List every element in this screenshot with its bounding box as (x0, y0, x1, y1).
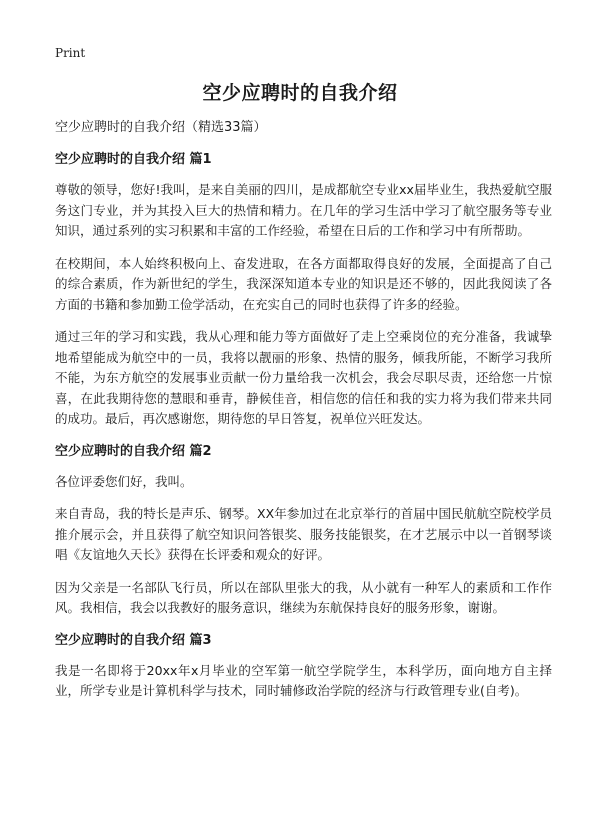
paragraph: 来自青岛，我的特长是声乐、钢琴。XX年参加过在北京举行的首届中国民航航空院校学员推介展示会，并且获得了航空知识问答银奖、服务技能银奖，在才艺展示中以一首钢琴谈唱《友谊地久天长》获得在长评委和观众的好评。 (55, 506, 552, 562)
section-1 (55, 150, 552, 430)
section-3 (55, 631, 552, 702)
paragraph: 尊敬的领导，您好!我叫，是来自美丽的四川，是成都航空专业xx届毕业生，我热爱航空服务这门专业，并为其投入巨大的热情和精力。在几年的学习生活中学习了航空服务等专业知识，通过系列的实习积累和丰富的工作经验，希望在日后的工作和学习中有所帮助。 (55, 182, 552, 238)
paragraph: 通过三年的学习和实践，我从心理和能力等方面做好了走上空乘岗位的充分准备，我诚挚地希望能成为航空中的一员，我将以靓丽的形象、热情的服务，倾我所能，不断学习我所不能，为东方航空的发展事业贡献一份力量给我一次机会，我会尽职尽责，还给您一片惊喜，在此我期待您的慧眼和垂青，静候佳音，相信您的信任和我的实力将为我们带来共同的成功。最后，再次感谢您，期待您的早日答复，祝单位兴旺发达。 (55, 329, 552, 426)
paragraph: 我是一名即将于20xx年x月毕业的空军第一航空学院学生，本科学历，面向地方自主择业，所学专业是计算机科学与技术，同时辅修政治学院的经济与行政管理专业(自考)。 (55, 662, 552, 698)
section-heading: 空少应聘时的自我介绍 篇3 (55, 632, 212, 648)
paragraph: 在校期间，本人始终积极向上、奋发进取，在各方面都取得良好的发展，全面提高了自己的综合素质，作为新世纪的学生，我深深知道本专业的知识是还不够的，因此我阅读了各方面的书籍和参加勤工俭学活动，在充实自己的同时也获得了许多的经验。 (55, 255, 552, 312)
section-heading: 空少应聘时的自我介绍 篇2 (55, 443, 212, 459)
print-link[interactable]: Print (55, 46, 86, 60)
paragraph: 因为父亲是一名部队飞行员，所以在部队里张大的我，从小就有一种军人的素质和工作作风。我相信，我会以我教好的服务意识，继续为东航保持良好的服务形象，谢谢。 (55, 579, 552, 615)
paragraph: 各位评委您们好，我叫。 (55, 473, 193, 489)
document-body (55, 118, 552, 714)
document-subtitle: 空少应聘时的自我介绍（精选33篇） (55, 120, 267, 135)
document-title: 空少应聘时的自我介绍 (202, 82, 398, 104)
section-2 (55, 442, 552, 619)
section-heading: 空少应聘时的自我介绍 篇1 (55, 152, 212, 167)
